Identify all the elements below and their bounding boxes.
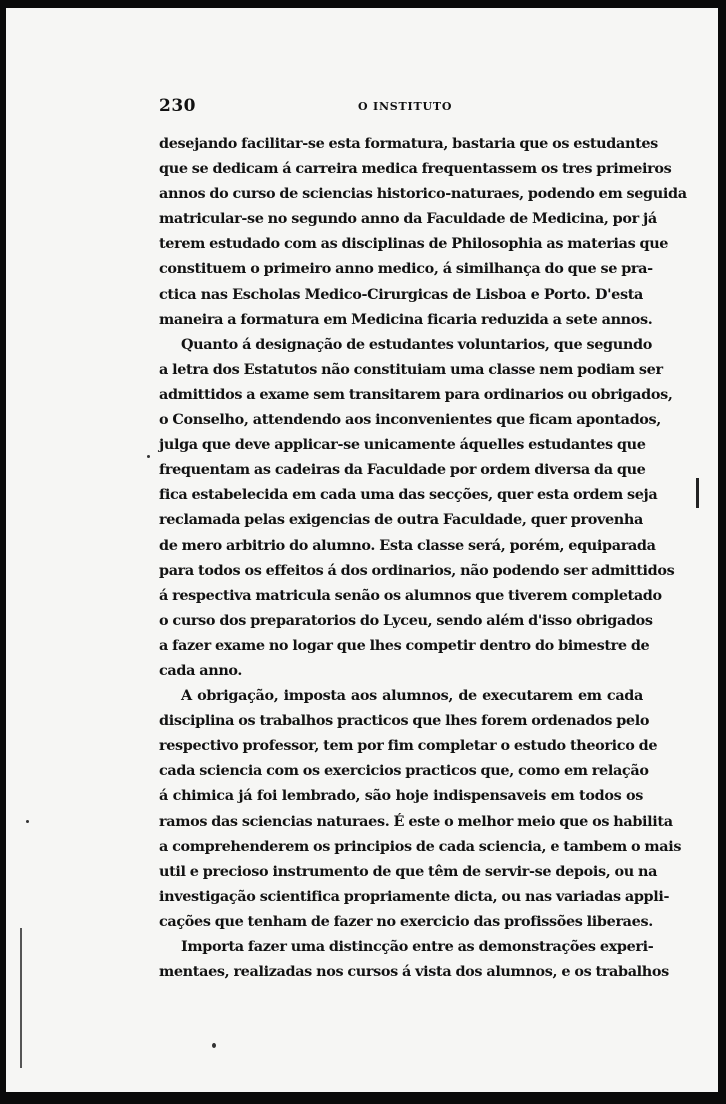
scan-edge-mark [696,478,699,508]
text-line: annos do curso de sciencias historico-naturaes, podendo em seguida [159,185,687,203]
ink-speck [212,1043,216,1048]
paragraph-start: Importa fazer uma distincção entre as demonstrações experi- [181,938,654,955]
text-line: reclamada pelas exigencias de outra Faculdade, quer provenha [159,511,643,529]
page-number: 230 [159,96,196,116]
text-line: mentaes, realizadas nos cursos á vista dos alumnos, e os trabalhos [159,963,669,981]
text-line: respectivo professor, tem por fim completar o estudo theorico de [159,737,658,755]
running-title: O INSTITUTO [358,100,453,113]
text-line: para todos os effeitos á dos ordinarios, não podendo ser admittidos [159,561,675,579]
text-line: constituem o primeiro anno medico, á similhança do que se pra- [159,260,653,278]
text-line: á respectiva matricula senão os alumnos que tiverem completado [159,586,662,604]
body-text [159,131,687,984]
text-line: fica estabelecida em cada uma das secções, quer esta ordem seja [159,486,658,504]
paragraph-start: Quanto á designação de estudantes voluntarios, que segundo [181,335,652,353]
text-line: frequentam as cadeiras da Faculdade por ordem diversa da que [159,461,646,479]
text-line: ctica nas Escholas Medico-Cirurgicas de Lisboa e Porto. D'esta [159,285,643,303]
text-line: admittidos a exame sem transitarem para ordinarios ou obrigados, [159,385,673,403]
text-line: disciplina os trabalhos practicos que lhes forem ordenados pelo [159,712,650,730]
book-page [6,8,718,1092]
text-line: ramos das sciencias naturaes. É este o melhor meio que os habilita [159,812,673,830]
text-line: cada anno. [159,661,243,679]
text-line: terem estudado com as disciplinas de Philosophia as materias que [159,235,669,253]
scan-edge-mark [20,928,22,1068]
text-line: a fazer exame no logar que lhes competir dentro do bimestre de [159,636,650,654]
text-line: cada sciencia com os exercicios practicos que, como em relação [159,762,649,780]
text-line: maneira a formatura em Medicina ficaria reduzida a sete annos. [159,310,653,328]
text-line: de mero arbitrio do alumno. Esta classe será, porém, equiparada [159,536,656,554]
text-line: á chimica já foi lembrado, são hoje indispensaveis em todos os [159,787,643,805]
text-line: matricular-se no segundo anno da Faculdade de Medicina, por já [159,210,657,228]
paragraph-start: A obrigação, imposta aos alumnos, de executarem em cada [181,687,643,705]
page-header [159,96,643,116]
text-line: cações que tenham de fazer no exercicio das profissões liberaes. [159,912,653,930]
text-line: investigação scientifica propriamente dicta, ou nas variadas appli- [159,887,670,905]
ink-speck [26,820,29,823]
text-line: que se dedicam á carreira medica frequentassem os tres primeiros [159,160,672,178]
text-line: o Conselho, attendendo aos inconvenientes que ficam apontados, [159,411,661,429]
text-line: julga que deve applicar-se unicamente áquelles estudantes que [159,436,646,454]
text-line: o curso dos preparatorios do Lyceu, sendo além d'isso obrigados [159,611,653,629]
text-line: a comprehenderem os principios de cada sciencia, e tambem o mais [159,837,682,855]
text-line: desejando facilitar-se esta formatura, bastaria que os estudantes [159,135,658,152]
ink-speck [147,455,150,458]
text-line: util e precioso instrumento de que têm de servir-se depois, ou na [159,862,658,880]
text-line: a letra dos Estatutos não constituiam uma classe nem podiam ser [159,360,663,378]
